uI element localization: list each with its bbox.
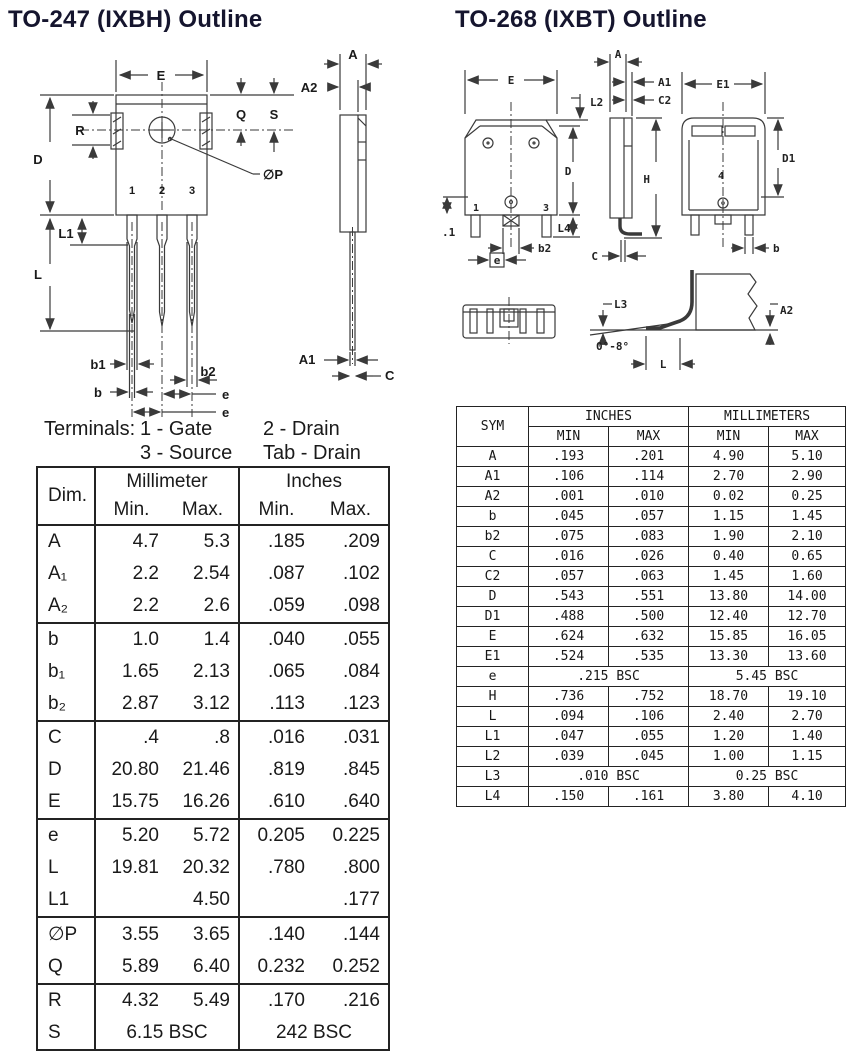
in-max-cell: .216 xyxy=(343,990,380,1011)
header-mm-min: MIN xyxy=(689,427,769,447)
dim-label-C2: C2 xyxy=(658,94,672,107)
mm-max-cell: 16.26 xyxy=(182,791,230,812)
table-row xyxy=(37,590,389,623)
in-min-cell: .040 xyxy=(239,623,313,656)
in-min-cell: .170 xyxy=(239,984,313,1017)
mm-max-cell: 4.50 xyxy=(193,889,230,910)
dim-label-Q: Q xyxy=(235,107,247,122)
in-max-cell: .845 xyxy=(343,759,380,780)
table-row xyxy=(37,558,389,590)
dim-cell: ∅P xyxy=(48,924,78,945)
mm-min-cell: 3.80 xyxy=(689,787,769,807)
dim-label-A: A xyxy=(614,48,622,61)
table-row xyxy=(37,984,389,1017)
dim-cell: b xyxy=(48,629,59,650)
dim-label-D1: D1 xyxy=(782,152,796,165)
table-row xyxy=(37,688,389,721)
in-max-cell: .106 xyxy=(609,707,689,727)
in-max-cell: .055 xyxy=(343,629,380,650)
table-row xyxy=(37,721,389,754)
to247-dim-labels xyxy=(33,47,395,420)
in-min-cell: .113 xyxy=(239,688,313,721)
pin1-label: 1 xyxy=(128,185,136,197)
to247-title: TO-247 (IXBH) Outline xyxy=(8,6,263,33)
mm-span-cell: 0.25 BSC xyxy=(689,767,846,787)
group-CDE xyxy=(37,721,389,819)
group-b xyxy=(37,623,389,721)
table-row xyxy=(37,754,389,786)
table-row xyxy=(457,707,846,727)
table-row xyxy=(457,547,846,567)
in-max-cell: .057 xyxy=(609,507,689,527)
mm-max-cell: 2.90 xyxy=(769,467,846,487)
mm-min-cell: 1.00 xyxy=(689,747,769,767)
dim-label-A: A xyxy=(348,47,358,62)
sym-cell: C xyxy=(457,547,529,567)
in-min-cell: .016 xyxy=(239,721,313,754)
mm-max-cell: 0.65 xyxy=(769,547,846,567)
table-row xyxy=(457,667,846,687)
mm-min-cell: 15.85 xyxy=(689,627,769,647)
to268-table-header xyxy=(457,407,846,447)
dim-label-E: E xyxy=(507,74,515,87)
mm-min-cell: 2.87 xyxy=(95,688,167,721)
in-min-cell: .624 xyxy=(529,627,609,647)
in-max-cell: .209 xyxy=(343,531,380,552)
mm-min-cell: 1.15 xyxy=(689,507,769,527)
in-min-cell: .065 xyxy=(239,656,313,688)
in-min-cell: .045 xyxy=(529,507,609,527)
header-mm-min: Min. xyxy=(95,496,167,525)
mm-max-cell: 0.25 xyxy=(769,487,846,507)
mm-max-cell: 1.60 xyxy=(769,567,846,587)
in-max-cell: .045 xyxy=(609,747,689,767)
header-inches: INCHES xyxy=(529,407,689,427)
mm-min-cell: 0.40 xyxy=(689,547,769,567)
table-row xyxy=(457,567,846,587)
dim-cell: C xyxy=(48,727,62,748)
dim-label-C: C xyxy=(385,368,395,383)
table-row xyxy=(457,587,846,607)
in-max-cell: .144 xyxy=(343,923,380,945)
mm-min-cell: 1.0 xyxy=(95,623,167,656)
sym-cell: A1 xyxy=(457,467,529,487)
sym-cell: e xyxy=(457,667,529,687)
sym-cell: L2 xyxy=(457,747,529,767)
pin1-label: 1 xyxy=(472,203,480,214)
sym-cell: L3 xyxy=(457,767,529,787)
table-row xyxy=(457,767,846,787)
terminal-2: 2 - Drain xyxy=(263,418,340,440)
sym-cell: D1 xyxy=(457,607,529,627)
mm-max-cell: 1.45 xyxy=(769,507,846,527)
in-max-cell: 0.252 xyxy=(332,956,380,977)
mm-max-cell: 2.54 xyxy=(193,563,230,584)
in-max-cell: .055 xyxy=(609,727,689,747)
header-dim: Dim. xyxy=(48,485,88,506)
in-max-cell: .098 xyxy=(343,595,380,616)
dim-label-D: D xyxy=(33,152,43,167)
table-row xyxy=(457,687,846,707)
in-min-cell: .193 xyxy=(529,447,609,467)
table-row xyxy=(457,487,846,507)
in-max-cell: .640 xyxy=(343,791,380,812)
mm-min-cell: 4.90 xyxy=(689,447,769,467)
dim-cell: L1 xyxy=(48,889,70,910)
in-span-cell: .010 BSC xyxy=(529,767,689,787)
mm-min-cell: 20.80 xyxy=(95,754,167,786)
in-min-cell: .543 xyxy=(529,587,609,607)
table-row xyxy=(37,852,389,884)
table-row xyxy=(37,786,389,819)
dim-label-L: L xyxy=(34,267,42,282)
mm-min-cell: 3.55 xyxy=(95,917,167,951)
header-sym: SYM xyxy=(457,407,529,447)
in-max-cell: .031 xyxy=(343,727,380,748)
to268-table-body xyxy=(457,447,846,807)
in-min-cell: .185 xyxy=(239,525,313,558)
mm-max-cell: 21.46 xyxy=(182,759,230,780)
in-min-cell xyxy=(239,884,313,917)
dim-cell: A xyxy=(48,531,61,552)
mm-min-cell: 13.30 xyxy=(689,647,769,667)
in-max-cell: .800 xyxy=(343,857,380,878)
terminal-1: 1 - Gate xyxy=(140,418,213,440)
dim-cell: b₂ xyxy=(48,693,66,714)
mm-max-cell: 19.10 xyxy=(769,687,846,707)
table-row xyxy=(37,951,389,984)
mm-min-cell: 4.32 xyxy=(95,984,167,1017)
mm-min-cell: 1.45 xyxy=(689,567,769,587)
sym-cell: b2 xyxy=(457,527,529,547)
group-RS xyxy=(37,984,389,1050)
mm-min-cell: 4.7 xyxy=(95,525,167,558)
dim-label-D: D xyxy=(564,165,572,178)
mm-min-cell: 5.89 xyxy=(95,951,167,984)
terminals-heading: Terminals: xyxy=(44,418,136,440)
in-min-cell: .059 xyxy=(239,590,313,623)
in-min-cell: .610 xyxy=(239,786,313,819)
mm-max-cell: 16.05 xyxy=(769,627,846,647)
header-millimeters: MILLIMETERS xyxy=(689,407,846,427)
to247-front-view xyxy=(40,60,294,412)
dim-label-L: L xyxy=(659,358,667,371)
table-row xyxy=(457,647,846,667)
mm-max-cell: 4.10 xyxy=(769,787,846,807)
to247-outline-drawing xyxy=(10,42,440,422)
in-max-cell: .177 xyxy=(343,889,380,910)
table-row xyxy=(457,527,846,547)
dim-cell: b₁ xyxy=(48,661,65,682)
in-max-cell: .102 xyxy=(343,563,380,584)
table-row xyxy=(37,884,389,917)
dim-cell: D xyxy=(48,759,62,780)
mm-max-cell: 2.70 xyxy=(769,707,846,727)
mm-max-cell: 2.10 xyxy=(769,527,846,547)
header-millimeter: Millimeter xyxy=(95,467,239,496)
mm-max-cell: 5.49 xyxy=(193,990,230,1011)
dim-label-dot1: .1 xyxy=(442,226,456,239)
pin2-label: 2 xyxy=(158,185,166,197)
in-min-cell: .150 xyxy=(529,787,609,807)
header-in-max: MAX xyxy=(609,427,689,447)
mm-min-cell: .4 xyxy=(95,721,167,754)
header-in-max: Max. xyxy=(329,499,372,520)
in-min-cell: .140 xyxy=(239,917,313,951)
in-min-cell: .047 xyxy=(529,727,609,747)
dim-label-R: R xyxy=(75,123,85,138)
dim-label-angle: 0°-8° xyxy=(596,340,630,353)
mm-max-cell: 1.4 xyxy=(203,629,230,650)
dim-cell: S xyxy=(48,1022,61,1043)
to247-side-view xyxy=(324,54,382,376)
dim-label-P: ∅P xyxy=(263,167,283,182)
mm-min-cell: 5.20 xyxy=(95,819,167,852)
table-row xyxy=(37,1017,389,1050)
dim-label-S: S xyxy=(269,107,279,122)
in-max-cell: .201 xyxy=(609,447,689,467)
pin3-label: 3 xyxy=(188,185,196,197)
dim-label-e2: e xyxy=(222,405,230,420)
in-max-cell: .161 xyxy=(609,787,689,807)
table-row xyxy=(457,467,846,487)
table-row xyxy=(37,656,389,688)
sym-cell: H xyxy=(457,687,529,707)
to268-dimension-table xyxy=(456,406,846,807)
mm-min-cell: 18.70 xyxy=(689,687,769,707)
dim-cell: L xyxy=(48,857,59,878)
table-row xyxy=(37,917,389,951)
in-min-cell: .736 xyxy=(529,687,609,707)
mm-min-cell xyxy=(95,884,167,917)
group-PQ xyxy=(37,917,389,984)
mm-span-cell: 6.15 BSC xyxy=(95,1017,239,1050)
dim-label-b2: b2 xyxy=(538,242,552,255)
dim-label-L3: L3 xyxy=(614,298,628,311)
to268-back-view xyxy=(682,72,784,254)
dim-label-E: E xyxy=(156,68,166,83)
mm-min-cell: 0.02 xyxy=(689,487,769,507)
in-min-cell: .001 xyxy=(529,487,609,507)
in-max-cell: .084 xyxy=(343,661,380,682)
mm-span-cell: 5.45 BSC xyxy=(689,667,846,687)
in-min-cell: .057 xyxy=(529,567,609,587)
table-row xyxy=(37,623,389,656)
table-row xyxy=(37,525,389,558)
mm-max-cell: 5.72 xyxy=(193,825,230,846)
sym-cell: C2 xyxy=(457,567,529,587)
in-max-cell: .535 xyxy=(609,647,689,667)
mm-min-cell: 2.2 xyxy=(95,590,167,623)
mm-min-cell: 2.2 xyxy=(95,558,167,590)
in-max-cell: .010 xyxy=(609,487,689,507)
in-min-cell: .106 xyxy=(529,467,609,487)
in-min-cell: .819 xyxy=(239,754,313,786)
mm-min-cell: 2.70 xyxy=(689,467,769,487)
mm-min-cell: 13.80 xyxy=(689,587,769,607)
sym-cell: A xyxy=(457,447,529,467)
in-max-cell: .752 xyxy=(609,687,689,707)
table-row xyxy=(457,607,846,627)
in-span-cell: .215 BSC xyxy=(529,667,689,687)
sym-cell: b xyxy=(457,507,529,527)
dim-label-b2: b2 xyxy=(200,364,216,379)
in-min-cell: .488 xyxy=(529,607,609,627)
in-span-cell: 242 BSC xyxy=(239,1017,389,1050)
in-max-cell: .123 xyxy=(343,693,380,714)
mm-min-cell: 19.81 xyxy=(95,852,167,884)
in-max-cell: .083 xyxy=(609,527,689,547)
mm-min-cell: 1.90 xyxy=(689,527,769,547)
mm-min-cell: 1.20 xyxy=(689,727,769,747)
sym-cell: L xyxy=(457,707,529,727)
table-row xyxy=(457,787,846,807)
mm-max-cell: 20.32 xyxy=(182,857,230,878)
mm-max-cell: 5.3 xyxy=(203,531,230,552)
dim-cell: A₂ xyxy=(48,595,69,616)
in-max-cell: .063 xyxy=(609,567,689,587)
in-min-cell: 0.232 xyxy=(239,951,313,984)
table-row xyxy=(457,447,846,467)
dim-label-b: b xyxy=(94,385,102,400)
header-in-min: Min. xyxy=(239,496,313,525)
header-inches: Inches xyxy=(239,467,389,496)
mm-max-cell: 3.12 xyxy=(193,693,230,714)
dim-label-H: H xyxy=(643,173,650,186)
mm-max-cell: 3.65 xyxy=(193,923,230,945)
in-max-cell: .500 xyxy=(609,607,689,627)
mm-min-cell: 15.75 xyxy=(95,786,167,819)
header-in-min: MIN xyxy=(529,427,609,447)
in-min-cell: .075 xyxy=(529,527,609,547)
table-row xyxy=(37,819,389,852)
dim-cell: Q xyxy=(48,956,63,977)
dim-cell: E xyxy=(48,791,61,812)
in-max-cell: .632 xyxy=(609,627,689,647)
table-row xyxy=(457,627,846,647)
in-min-cell: .016 xyxy=(529,547,609,567)
sym-cell: A2 xyxy=(457,487,529,507)
to268-outline-drawing xyxy=(440,42,850,412)
in-min-cell: .094 xyxy=(529,707,609,727)
dim-label-A2: A2 xyxy=(780,304,794,317)
dim-label-E1: E1 xyxy=(716,78,730,91)
in-max-cell: 0.225 xyxy=(332,825,380,846)
mm-max-cell: .8 xyxy=(214,727,230,748)
mm-max-cell: 1.40 xyxy=(769,727,846,747)
in-max-cell: .114 xyxy=(609,467,689,487)
dim-label-e: e xyxy=(493,254,501,267)
in-min-cell: .524 xyxy=(529,647,609,667)
in-min-cell: 0.205 xyxy=(239,819,313,852)
mm-max-cell: 2.13 xyxy=(193,661,230,682)
to268-title: TO-268 (IXBT) Outline xyxy=(455,6,707,33)
to247-dimension-table xyxy=(36,466,390,1051)
mm-max-cell: 1.15 xyxy=(769,747,846,767)
dim-label-b: b xyxy=(773,242,780,255)
in-max-cell: .551 xyxy=(609,587,689,607)
dim-label-L1: L1 xyxy=(58,226,74,241)
group-A xyxy=(37,525,389,623)
dim-cell: A₁ xyxy=(48,563,68,584)
sym-cell: D xyxy=(457,587,529,607)
terminal-3: 3 - Source xyxy=(140,442,233,464)
header-mm-max: Max. xyxy=(181,499,224,520)
to247-table-header xyxy=(37,467,389,525)
pin3-label: 3 xyxy=(542,203,550,214)
dim-label-e1: e xyxy=(222,387,230,402)
sym-cell: E1 xyxy=(457,647,529,667)
mm-max-cell: 5.10 xyxy=(769,447,846,467)
in-min-cell: .039 xyxy=(529,747,609,767)
sym-cell: L1 xyxy=(457,727,529,747)
mm-max-cell: 14.00 xyxy=(769,587,846,607)
table-row xyxy=(457,747,846,767)
dim-label-L4: L4 xyxy=(557,222,571,235)
dim-cell: R xyxy=(48,990,62,1011)
mm-max-cell: 2.6 xyxy=(203,595,230,616)
mm-max-cell: 12.70 xyxy=(769,607,846,627)
in-min-cell: .087 xyxy=(239,558,313,590)
to268-side-view xyxy=(594,54,662,262)
dim-label-A1: A1 xyxy=(658,76,672,89)
in-min-cell: .780 xyxy=(239,852,313,884)
dim-label-L2: L2 xyxy=(590,96,604,109)
in-max-cell: .026 xyxy=(609,547,689,567)
dim-label-A2: A2 xyxy=(300,80,318,95)
mm-min-cell: 2.40 xyxy=(689,707,769,727)
table-row xyxy=(457,507,846,527)
dim-label-A1: A1 xyxy=(298,352,316,367)
terminal-tab: Tab - Drain xyxy=(263,442,361,464)
sym-cell: L4 xyxy=(457,787,529,807)
dim-cell: e xyxy=(48,825,59,846)
mm-max-cell: 6.40 xyxy=(193,956,230,977)
sym-cell: E xyxy=(457,627,529,647)
group-eLL1 xyxy=(37,819,389,917)
table-row xyxy=(457,727,846,747)
mm-min-cell: 1.65 xyxy=(95,656,167,688)
header-mm-max: MAX xyxy=(769,427,846,447)
dim-label-b1: b1 xyxy=(90,357,106,372)
mm-max-cell: 13.60 xyxy=(769,647,846,667)
dim-label-C: C xyxy=(591,250,598,263)
pin4-label: 4 xyxy=(717,171,725,182)
to268-lead-detail xyxy=(590,270,778,370)
mm-min-cell: 12.40 xyxy=(689,607,769,627)
